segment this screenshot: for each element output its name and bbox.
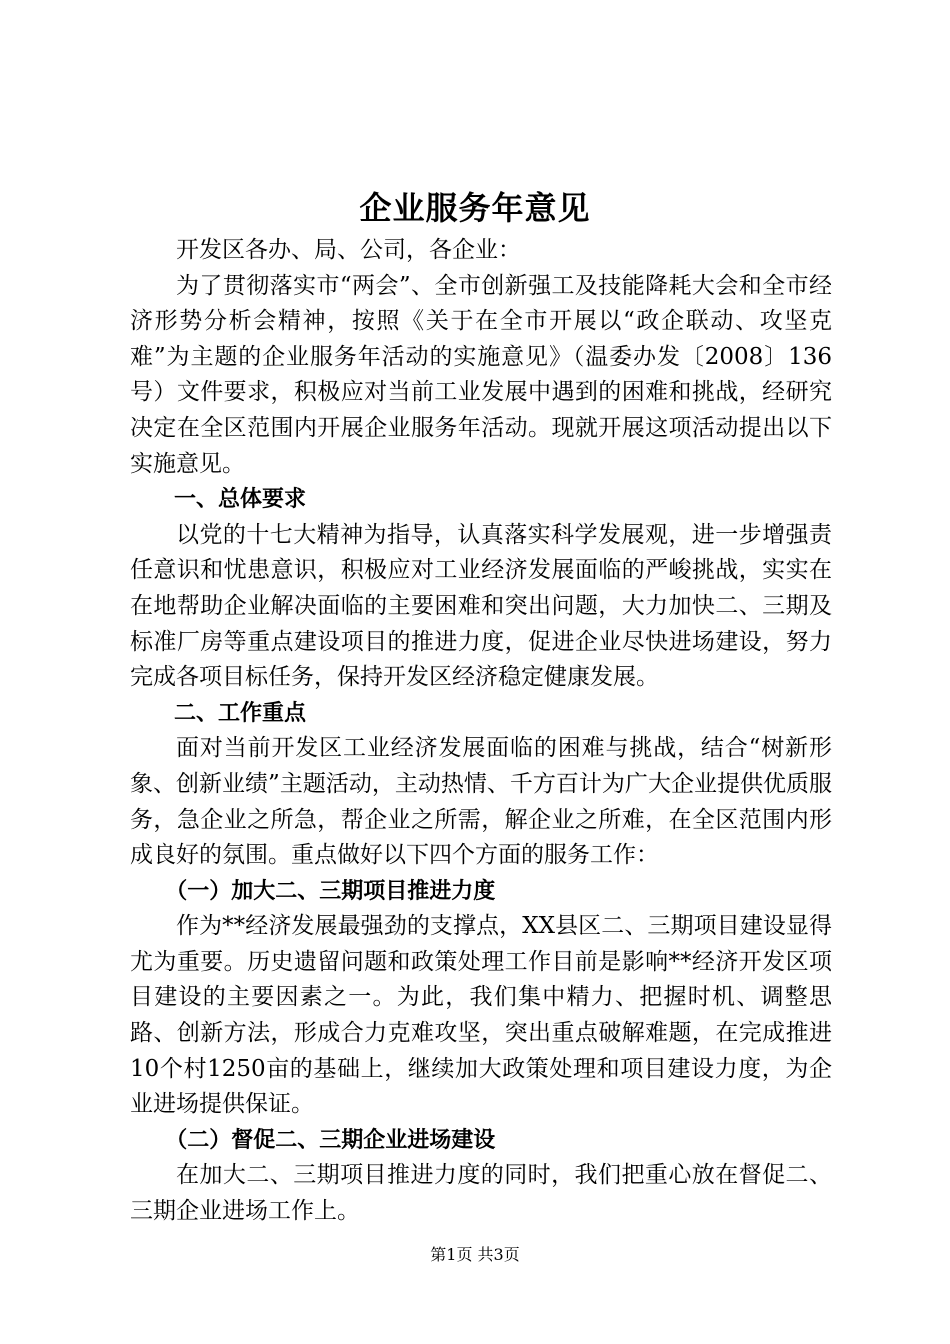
section-heading-focus: 二、工作重点	[174, 700, 307, 726]
paragraph-intro: 为了贯彻落实市“两会”、全市创新强工及技能降耗大会和全市经济形势分析会精神，按照《关于在全市开展以“政企联动、攻坚克难”为主题的企业服务年活动的实施意见》（温委办发〔2008〕136号）文件要求，积极应对当前工业发展中遇到的困难和挑战，经研究决定在全区范围内开展企业服务年活动。现就开展这项活动提出以下实施意见。	[130, 272, 832, 477]
paragraph-subsection-1: 作为**经济发展最强劲的支撑点，XX县区二、三期项目建设显得尤为重要。历史遗留问题和政策处理工作目前是影响**经济开发区项目建设的主要因素之一。为此，我们集中精力、把握时机、调整思路、创新方法，形成合力克难攻坚，突出重点破解难题，在完成推进10个村1250亩的基础上，继续加大政策处理和项目建设力度，为企业进场提供保证。	[130, 913, 832, 1118]
document-body	[130, 233, 832, 1230]
paragraph-general: 以党的十七大精神为指导，认真落实科学发展观，进一步增强责任意识和忧患意识，积极应对工业经济发展面临的严峻挑战，实实在在地帮助企业解决面临的主要困难和突出问题，大力加快二、三期及标准厂房等重点建设项目的推进力度，促进企业尽快进场建设，努力完成各项目标任务，保持开发区经济稳定健康发展。	[130, 521, 832, 691]
subsection-heading-1: （一）加大二、三期项目推进力度	[165, 878, 496, 904]
paragraph-salutation: 开发区各办、局、公司，各企业：	[176, 237, 521, 263]
subsection-heading-2: （二）督促二、三期企业进场建设	[165, 1127, 496, 1153]
paragraph-focus: 面对当前开发区工业经济发展面临的困难与挑战，结合“树新形象、创新业绩”主题活动，主动热情、千方百计为广大企业提供优质服务，急企业之所急，帮企业之所需，解企业之所难，在全区范围内形成良好的氛围。重点做好以下四个方面的服务工作：	[130, 735, 832, 869]
section-heading-general: 一、总体要求	[174, 487, 307, 513]
page-footer: 第1页 共3页	[430, 1245, 520, 1264]
paragraph-subsection-2: 在加大二、三期项目推进力度的同时，我们把重心放在督促二、三期企业进场工作上。	[130, 1162, 832, 1225]
document-title: 企业服务年意见	[359, 189, 591, 227]
